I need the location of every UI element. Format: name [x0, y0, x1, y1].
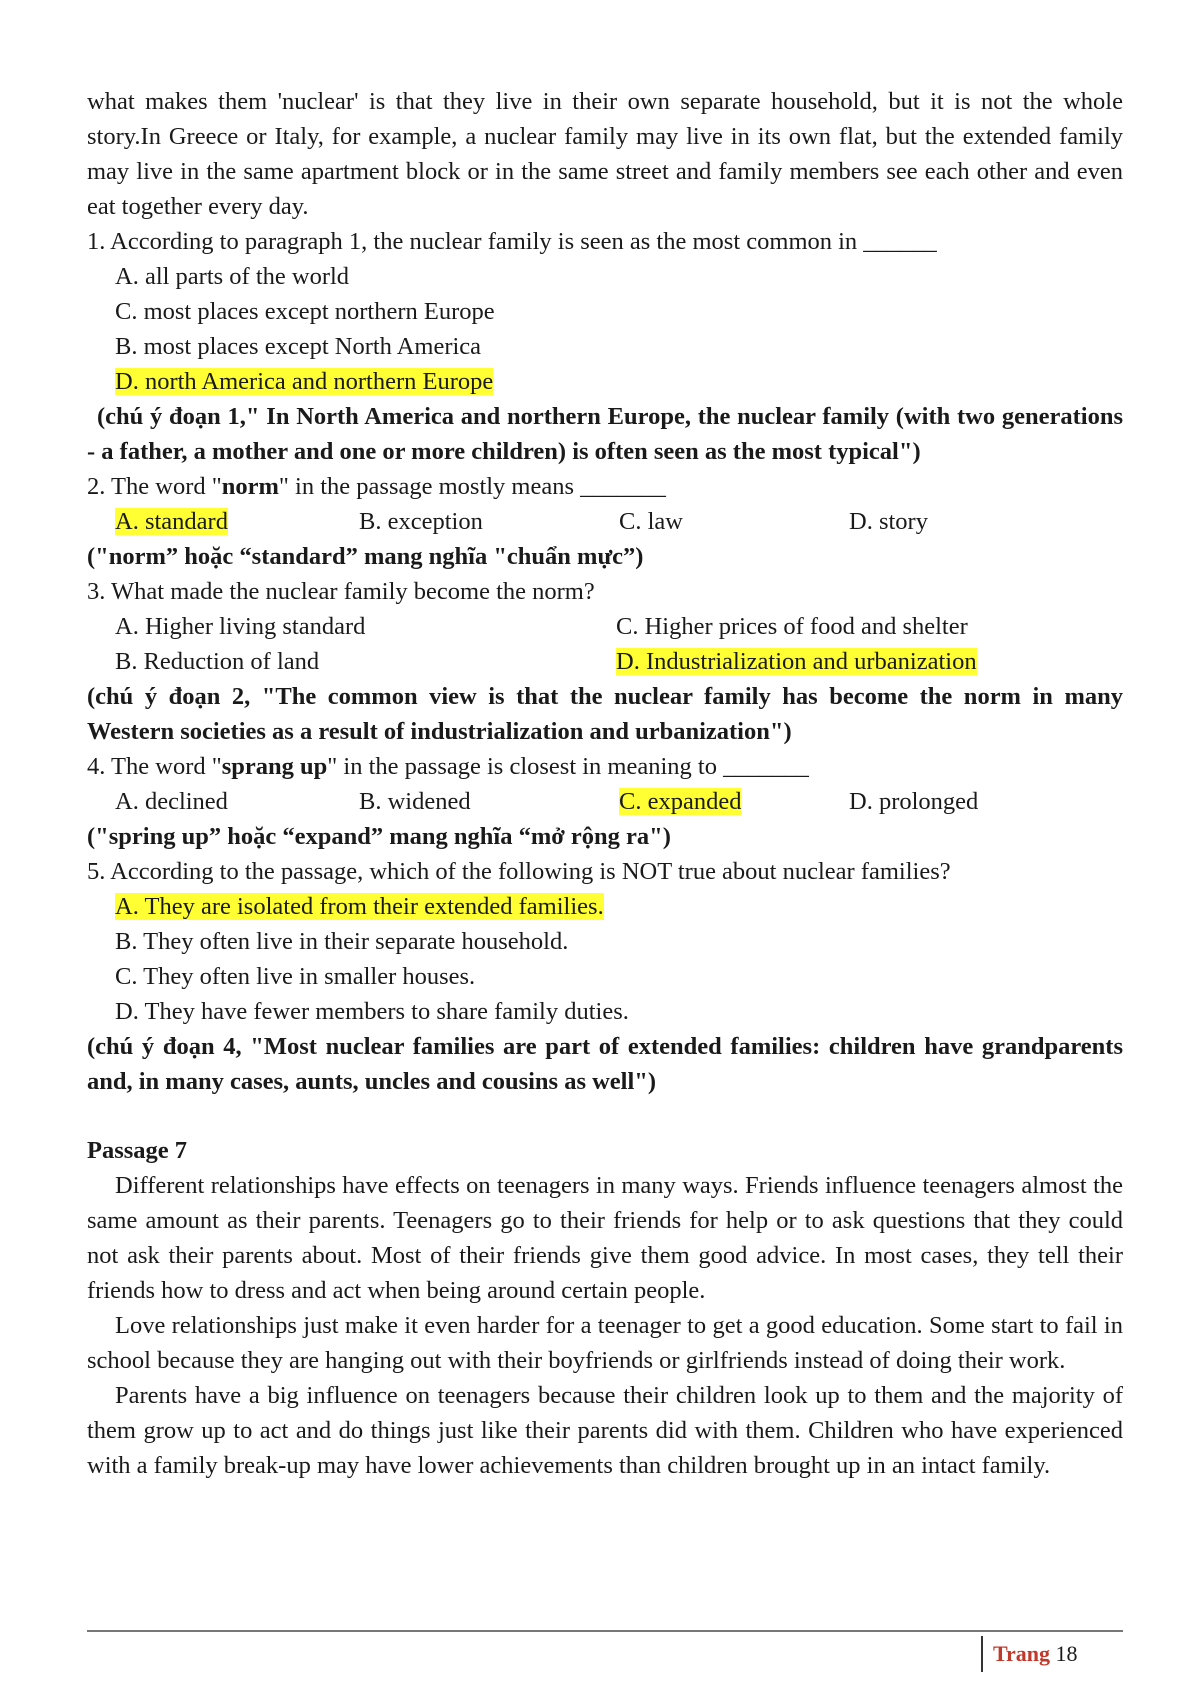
question-5: 5. According to the passage, which of the following is NOT true about nuclear families?: [87, 858, 951, 885]
q2-option: B. exception: [359, 508, 483, 535]
q3-options-row1: [115, 609, 1123, 644]
q2-note: ("norm” hoặc “standard” mang nghĩa "chuẩn mực”): [87, 543, 644, 570]
q2-option-answer: A. standard: [115, 508, 228, 535]
passage-paragraph: Love relationships just make it even harder for a teenager to get a good education. Some start to fail in school because they are hanging out with their boyfriends or girlfriends instead of doing their work.: [87, 1312, 1123, 1374]
q2-option: D. story: [849, 508, 928, 535]
q4-option: B. widened: [359, 788, 471, 815]
q5-option: C. They often live in smaller houses.: [115, 963, 476, 990]
question-3: 3. What made the nuclear family become the norm?: [87, 578, 595, 605]
q1-option: B. most places except North America: [115, 333, 482, 360]
q2-options: [115, 504, 1123, 539]
q1-note: (chú ý đoạn 1," In North America and northern Europe, the nuclear family (with two generations - a father, a mother and one or more children) is often seen as the most typical"): [87, 403, 1123, 465]
footer-label: Trang: [993, 1641, 1051, 1666]
q4-note: ("spring up” hoặc “expand” mang nghĩa “mở rộng ra"): [87, 823, 671, 850]
footer-divider: [87, 1630, 1123, 1632]
q5-option-answer: A. They are isolated from their extended families.: [115, 893, 604, 920]
q1-option: A. all parts of the world: [115, 263, 350, 290]
q5-note: (chú ý đoạn 4, "Most nuclear families are part of extended families: children have grandparents and, in many cases, aunts, uncles and cousins as well"): [87, 1033, 1123, 1095]
q1-option-answer: D. north America and northern Europe: [115, 368, 494, 395]
q4-options: [115, 784, 1123, 819]
q3-options-row2: [115, 644, 1123, 679]
q4-option: A. declined: [115, 788, 228, 815]
passage-paragraph: Parents have a big influence on teenagers because their children look up to them and the majority of them grow up to act and do things just like their parents did with them. Children who have experienced with a family break-up may have lower achievements than children brought up in an intact family.: [87, 1382, 1123, 1479]
q3-note: (chú ý đoạn 2, "The common view is that the nuclear family has become the norm in many Western societies as a result of industrialization and urbanization"): [87, 683, 1123, 745]
q3-option: C. Higher prices of food and shelter: [616, 613, 968, 640]
question-2: 2. The word "norm" in the passage mostly means _______: [87, 473, 666, 500]
q4-option: D. prolonged: [849, 788, 979, 815]
q4-option-answer: C. expanded: [619, 788, 742, 815]
page-number: 18: [1055, 1641, 1078, 1666]
passage-title: Passage 7: [87, 1137, 188, 1164]
q5-option: D. They have fewer members to share family duties.: [115, 998, 629, 1025]
q5-option: B. They often live in their separate household.: [115, 928, 569, 955]
passage-paragraph: Different relationships have effects on teenagers in many ways. Friends influence teenagers almost the same amount as their parents. Teenagers go to their friends for help or to ask questions that they could not ask their parents about. Most of their friends give them good advice. In most cases, they tell their friends how to dress and act when being around certain people.: [87, 1172, 1123, 1304]
q3-option: B. Reduction of land: [115, 648, 320, 675]
q2-option: C. law: [619, 508, 683, 535]
q3-option: A. Higher living standard: [115, 613, 366, 640]
question-4: 4. The word "sprang up" in the passage is closest in meaning to _______: [87, 753, 809, 780]
intro-paragraph: what makes them 'nuclear' is that they live in their own separate household, but it is not the whole story.In Greece or Italy, for example, a nuclear family may live in its own flat, but the extended family may live in the same apartment block or in the same street and family members see each other and even eat together every day.: [87, 88, 1123, 220]
q3-option-answer: D. Industrialization and urbanization: [616, 648, 977, 675]
q1-option: C. most places except northern Europe: [115, 298, 495, 325]
page-footer: [981, 1636, 1078, 1672]
document-page: [87, 84, 1123, 1483]
question-1: 1. According to paragraph 1, the nuclear family is seen as the most common in ______: [87, 228, 937, 255]
